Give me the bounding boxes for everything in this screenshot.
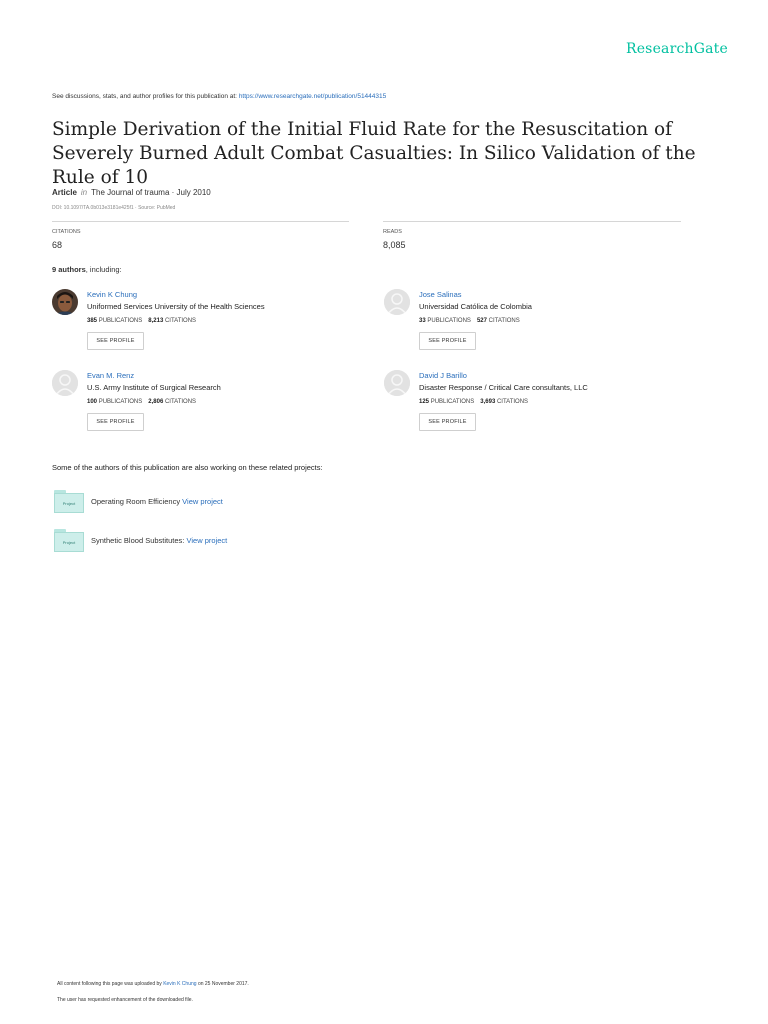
- article-type: Article: [52, 188, 77, 197]
- divider-right: [383, 221, 681, 222]
- author-name-link[interactable]: Evan M. Renz: [87, 371, 135, 380]
- author-stats: [87, 399, 196, 405]
- publication-title: Simple Derivation of the Initial Fluid Rate for the Resuscitation of Severely Burned Adult Combat Casualties: In Silico Validation of the Rule of 10: [52, 119, 696, 188]
- project-text: [91, 536, 227, 545]
- author-citations-label: CITATIONS: [496, 399, 529, 405]
- see-profile-button[interactable]: SEE PROFILE: [419, 413, 476, 431]
- discussion-line: [52, 93, 386, 100]
- author-citations-label: CITATIONS: [488, 318, 520, 324]
- author-stats: [419, 399, 528, 405]
- publications-label: PUBLICATIONS: [430, 399, 475, 405]
- author-citations-count: 3,693: [480, 399, 496, 405]
- upload-prefix: All content following this page was uploaded by: [57, 981, 162, 987]
- author-name-link[interactable]: Jose Salinas: [419, 290, 462, 299]
- authors-count: 9 authors: [52, 265, 86, 274]
- project-folder-icon: [54, 529, 84, 553]
- view-project-link[interactable]: View project: [182, 497, 223, 506]
- article-meta: [52, 188, 211, 197]
- publications-label: PUBLICATIONS: [98, 399, 143, 405]
- author-institution: Universidad Católica de Colombia: [419, 302, 532, 311]
- discussion-text: See discussions, stats, and author profiles for this publication at:: [52, 93, 237, 100]
- author-citations-label: CITATIONS: [164, 399, 197, 405]
- default-avatar-icon[interactable]: [384, 289, 410, 315]
- project-folder-icon: [54, 490, 84, 514]
- doi-source: DOI: 10.1097/TA.0b013e3181e425f1 · Source: PubMed: [52, 205, 176, 211]
- citations-label: CITATIONS: [52, 229, 81, 235]
- reads-count: 8,085: [383, 240, 406, 250]
- view-project-link[interactable]: View project: [186, 536, 228, 545]
- see-profile-button[interactable]: SEE PROFILE: [87, 332, 144, 350]
- publication-url-link[interactable]: https://www.researchgate.net/publication/51444315: [238, 93, 387, 100]
- default-avatar-icon[interactable]: [384, 370, 410, 396]
- uploader-link[interactable]: Kevin K Chung: [163, 981, 197, 987]
- author-card: [384, 289, 684, 359]
- author-citations-count: 2,806: [148, 399, 164, 405]
- publications-count: 125: [419, 399, 430, 405]
- publications-label: PUBLICATIONS: [427, 318, 471, 324]
- project-name: Synthetic Blood Substitutes:: [91, 536, 185, 545]
- project-icon-label: Project: [54, 493, 84, 513]
- see-profile-button[interactable]: SEE PROFILE: [419, 332, 476, 350]
- author-name-link[interactable]: David J Barillo: [419, 371, 467, 380]
- project-icon-label: Project: [54, 532, 84, 552]
- author-photo[interactable]: [52, 289, 78, 315]
- default-avatar-icon[interactable]: [52, 370, 78, 396]
- authors-heading: [52, 265, 122, 274]
- author-institution: U.S. Army Institute of Surgical Research: [87, 383, 221, 392]
- author-institution: Uniformed Services University of the Health Sciences: [87, 302, 265, 311]
- citations-count: 68: [52, 240, 63, 250]
- publications-count: 385: [87, 318, 98, 324]
- project-item: [52, 490, 452, 518]
- author-stats: [419, 318, 520, 324]
- authors-suffix: , including:: [85, 265, 122, 274]
- related-projects-heading: Some of the authors of this publication are also working on these related projects:: [52, 463, 323, 472]
- divider-left: [52, 221, 349, 222]
- author-stats: [87, 318, 196, 324]
- publications-count: 100: [87, 399, 98, 405]
- upload-note: [57, 981, 249, 987]
- author-card: [384, 370, 684, 440]
- author-institution: Disaster Response / Critical Care consultants, LLC: [419, 383, 588, 392]
- author-citations-count: 8,213: [148, 318, 164, 324]
- project-text: [91, 497, 223, 506]
- enhancement-note: The user has requested enhancement of the downloaded file.: [57, 997, 193, 1003]
- reads-label: READS: [383, 229, 402, 235]
- journal-name: The Journal of trauma · July 2010: [91, 188, 211, 197]
- author-name-link[interactable]: Kevin K Chung: [87, 290, 138, 299]
- author-citations-label: CITATIONS: [164, 318, 197, 324]
- publications-label: PUBLICATIONS: [98, 318, 143, 324]
- author-citations-count: 527: [476, 318, 487, 324]
- researchgate-logo[interactable]: ResearchGate: [625, 41, 728, 57]
- project-item: [52, 529, 452, 557]
- article-in: in: [80, 188, 88, 197]
- author-card: [52, 289, 352, 359]
- upload-suffix: on 25 November 2017.: [197, 981, 249, 987]
- publications-count: 33: [419, 318, 426, 324]
- see-profile-button[interactable]: SEE PROFILE: [87, 413, 144, 431]
- author-card: [52, 370, 352, 440]
- project-name: Operating Room Efficiency: [91, 497, 181, 506]
